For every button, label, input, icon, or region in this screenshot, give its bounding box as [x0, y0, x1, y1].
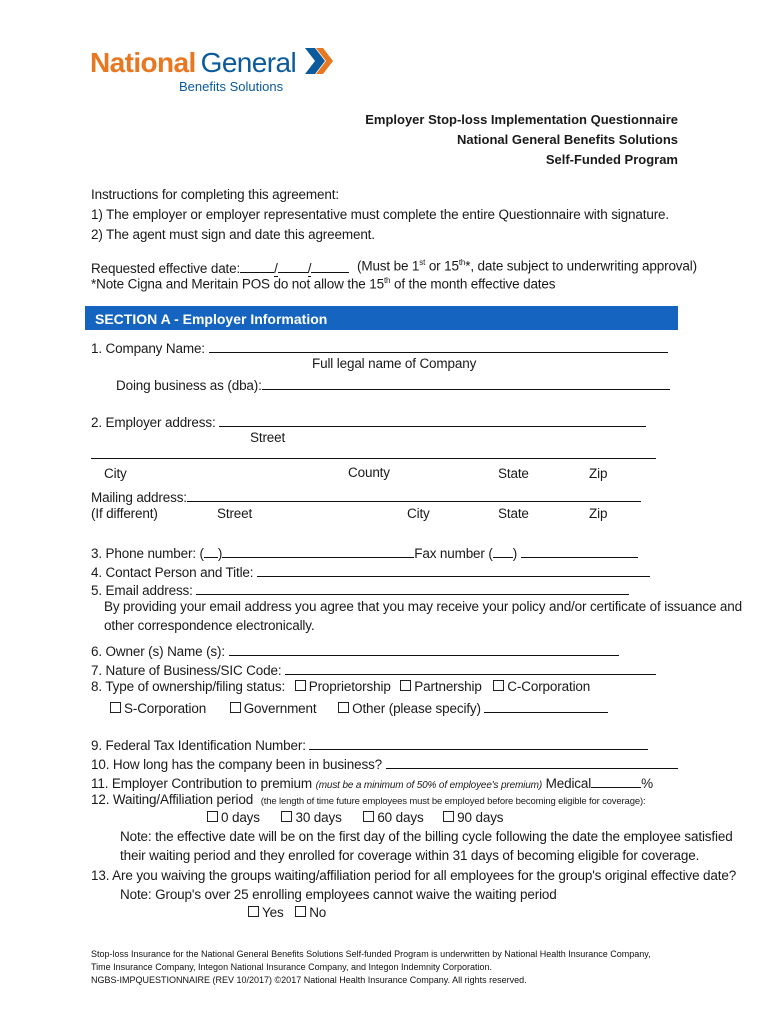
waive-yes-checkbox[interactable]: [248, 906, 259, 917]
note-text-b: or 15: [425, 258, 459, 274]
dba-field[interactable]: [262, 375, 670, 390]
q13-options: [248, 905, 326, 920]
contact-person-field[interactable]: [257, 562, 650, 577]
effective-date-sep-1: /: [274, 261, 278, 276]
q5-label: 5. Email address:: [91, 583, 193, 598]
fax-paren: ): [512, 546, 518, 561]
q12-note-2: Note: the effective date will be on the first day of the billing cycle following the date the employee satisfied: [120, 829, 733, 844]
county-caption: County: [348, 465, 390, 480]
cigna-note: [91, 276, 555, 292]
logo-national: National: [90, 47, 196, 78]
proprietorship-checkbox[interactable]: [295, 680, 306, 691]
dba-label: Doing business as (dba):: [116, 378, 262, 393]
street-caption: Street: [250, 430, 286, 445]
dba-row: [116, 375, 670, 393]
instructions-item-2: 2) The agent must sign and date this agreement.: [91, 227, 375, 242]
q10-label: 10. How long has the company been in business?: [91, 757, 383, 772]
employer-street-field[interactable]: [219, 412, 646, 427]
partnership-checkbox[interactable]: [400, 680, 411, 691]
mailing-address-row: [91, 487, 641, 505]
partnership-label: Partnership: [414, 679, 482, 694]
email-field[interactable]: [196, 580, 629, 595]
doc-title-2: National General Benefits Solutions: [456, 132, 678, 147]
waiting-0-days-checkbox[interactable]: [207, 811, 218, 822]
q7-business-row: [91, 660, 656, 678]
owner-names-field[interactable]: [229, 641, 619, 656]
q11-pct: %: [641, 776, 653, 791]
waiting-90-days-label: 90 days: [457, 810, 504, 825]
government-label: Government: [243, 701, 317, 716]
q13-label: 13. Are you waiving the groups waiting/affiliation period for all employees for the group's original effective date?: [91, 868, 737, 883]
mailing-label: Mailing address:: [91, 490, 187, 505]
mailing-city-caption: City: [407, 506, 430, 521]
fax-number-field[interactable]: [521, 543, 638, 558]
q9-tax-id-row: [91, 735, 648, 753]
other-label: Other (please specify): [352, 701, 481, 716]
scorp-checkbox[interactable]: [110, 702, 121, 713]
note-sup-1: st: [419, 258, 426, 267]
waive-no-checkbox[interactable]: [295, 906, 306, 917]
waiting-30-days-label: 30 days: [295, 810, 342, 825]
city-caption: City: [104, 466, 127, 481]
note-text-a: (Must be 1: [357, 258, 420, 274]
cigna-text-b: of the month effective dates: [390, 276, 556, 292]
q3-label: 3. Phone number: (: [91, 546, 204, 561]
waiting-60-days-label: 60 days: [377, 810, 424, 825]
mailing-zip-caption: Zip: [589, 506, 608, 521]
state-caption: State: [498, 466, 529, 481]
phone-number-field[interactable]: [222, 543, 414, 558]
q2-employer-address: [91, 412, 646, 430]
effective-date-month-field[interactable]: [240, 258, 274, 273]
ccorp-label: C-Corporation: [507, 679, 591, 694]
government-checkbox[interactable]: [230, 702, 241, 713]
q3-phone-row: [91, 543, 638, 561]
q12-options: [207, 810, 503, 825]
section-a-header: [85, 306, 678, 330]
logo: [90, 46, 337, 79]
mailing-state-caption: State: [498, 506, 529, 521]
waiting-30-days-checkbox[interactable]: [281, 811, 292, 822]
years-in-business-field[interactable]: [386, 754, 678, 769]
q5-email-row: [91, 580, 629, 598]
effective-date-label: Requested effective date:: [91, 261, 241, 276]
logo-subtitle: Benefits Solutions: [179, 79, 284, 94]
q13-note: Note: Group's over 25 enrolling employees cannot waive the waiting period: [120, 887, 557, 902]
waiting-0-days-label: 0 days: [221, 810, 260, 825]
q10-years-row: [91, 754, 678, 772]
q1-company-name: [91, 338, 668, 356]
q12-label: 12. Waiting/Affiliation period: [91, 792, 254, 807]
company-name-field[interactable]: [209, 338, 668, 353]
q9-label: 9. Federal Tax Identification Number:: [91, 738, 306, 753]
proprietorship-label: Proprietorship: [308, 679, 391, 694]
q6-label: 6. Owner (s) Name (s):: [91, 644, 225, 659]
q1-label: 1. Company Name:: [91, 341, 205, 356]
fax-label: Fax number (: [414, 546, 493, 561]
if-different-caption: (If different): [91, 506, 158, 521]
effective-date-sep-2: /: [307, 261, 312, 276]
instructions-heading: Instructions for completing this agreement:: [91, 187, 339, 202]
waive-yes-label: Yes: [262, 905, 284, 920]
doc-title-3: Self-Funded Program: [545, 152, 678, 167]
q7-label: 7. Nature of Business/SIC Code:: [91, 663, 282, 678]
q4-label: 4. Contact Person and Title:: [91, 565, 254, 580]
instructions-item-1: 1) The employer or employer representative must complete the entire Questionnaire with signature.: [91, 207, 669, 222]
q3-paren: ): [217, 546, 223, 561]
footer-line-1: Stop-loss Insurance for the National General Benefits Solutions Self-funded Program is underwritten by National Health Insurance Company,: [91, 949, 651, 959]
phone-area-code-field[interactable]: [204, 543, 218, 558]
q12-note-3: their waiting period and they enrolled for coverage within 31 days of becoming eligible for coverage.: [120, 848, 700, 863]
q8-ownership-row-2: [110, 698, 608, 716]
waiting-90-days-checkbox[interactable]: [443, 811, 454, 822]
mailing-address-field[interactable]: [187, 487, 641, 502]
q12-waiting-row: [91, 792, 645, 807]
zip-caption: Zip: [589, 466, 608, 481]
effective-date-row: [91, 258, 349, 277]
q6-owner-row: [91, 641, 619, 659]
cigna-text-a: *Note Cigna and Meritain POS do not allow the 15: [91, 276, 384, 292]
fax-area-code-field[interactable]: [493, 543, 513, 558]
chevron-icon: [303, 46, 337, 76]
footer-line-3: NGBS-IMPQUESTIONNAIRE (REV 10/2017) ©2017 National Health Insurance Company. All rights reserved.: [91, 975, 527, 985]
cigna-sup: th: [383, 276, 391, 285]
effective-date-note: [357, 258, 697, 274]
mailing-street-caption: Street: [217, 506, 253, 521]
logo-general: General: [200, 47, 297, 78]
q12-note: (the length of time future employees must be employed before becoming eligible for coverage):: [260, 796, 646, 807]
q11-contribution-row: [91, 773, 653, 791]
q5-note-1: By providing your email address you agree that you may receive your policy and/or certificate of issuance and: [104, 599, 742, 614]
sic-code-field[interactable]: [285, 660, 656, 675]
employer-city-line[interactable]: [91, 458, 656, 459]
medical-contribution-field[interactable]: [591, 773, 641, 788]
effective-date-year-field[interactable]: [311, 258, 349, 273]
q1-sublabel: Full legal name of Company: [312, 356, 477, 371]
scorp-label: S-Corporation: [124, 701, 207, 716]
tax-id-field[interactable]: [309, 735, 648, 750]
doc-title-1: Employer Stop-loss Implementation Questionnaire: [365, 112, 678, 127]
section-a-title: SECTION A - Employer Information: [95, 311, 328, 327]
q4-contact-row: [91, 562, 650, 580]
q11-medical-label: Medical: [545, 776, 592, 791]
waive-no-label: No: [309, 905, 327, 920]
q8-label: 8. Type of ownership/filing status:: [91, 679, 286, 694]
ccorp-checkbox[interactable]: [493, 680, 504, 691]
other-checkbox[interactable]: [338, 702, 349, 713]
q11-note: (must be a minimum of 50% of employee's premium): [315, 780, 543, 791]
waiting-60-days-checkbox[interactable]: [363, 811, 374, 822]
q5-note-2: other correspondence electronically.: [104, 618, 315, 633]
effective-date-day-field[interactable]: [278, 258, 308, 273]
note-text-c: *, date subject to underwriting approval): [465, 258, 697, 274]
footer-line-2: Time Insurance Company, Integon National Insurance Company, and Integon Indemnity Corporation.: [91, 962, 493, 972]
other-specify-field[interactable]: [484, 698, 608, 713]
q2-label: 2. Employer address:: [91, 415, 216, 430]
q11-label: 11. Employer Contribution to premium: [91, 776, 312, 791]
note-sup-2: th: [458, 258, 466, 267]
q8-ownership-row: [91, 679, 590, 694]
